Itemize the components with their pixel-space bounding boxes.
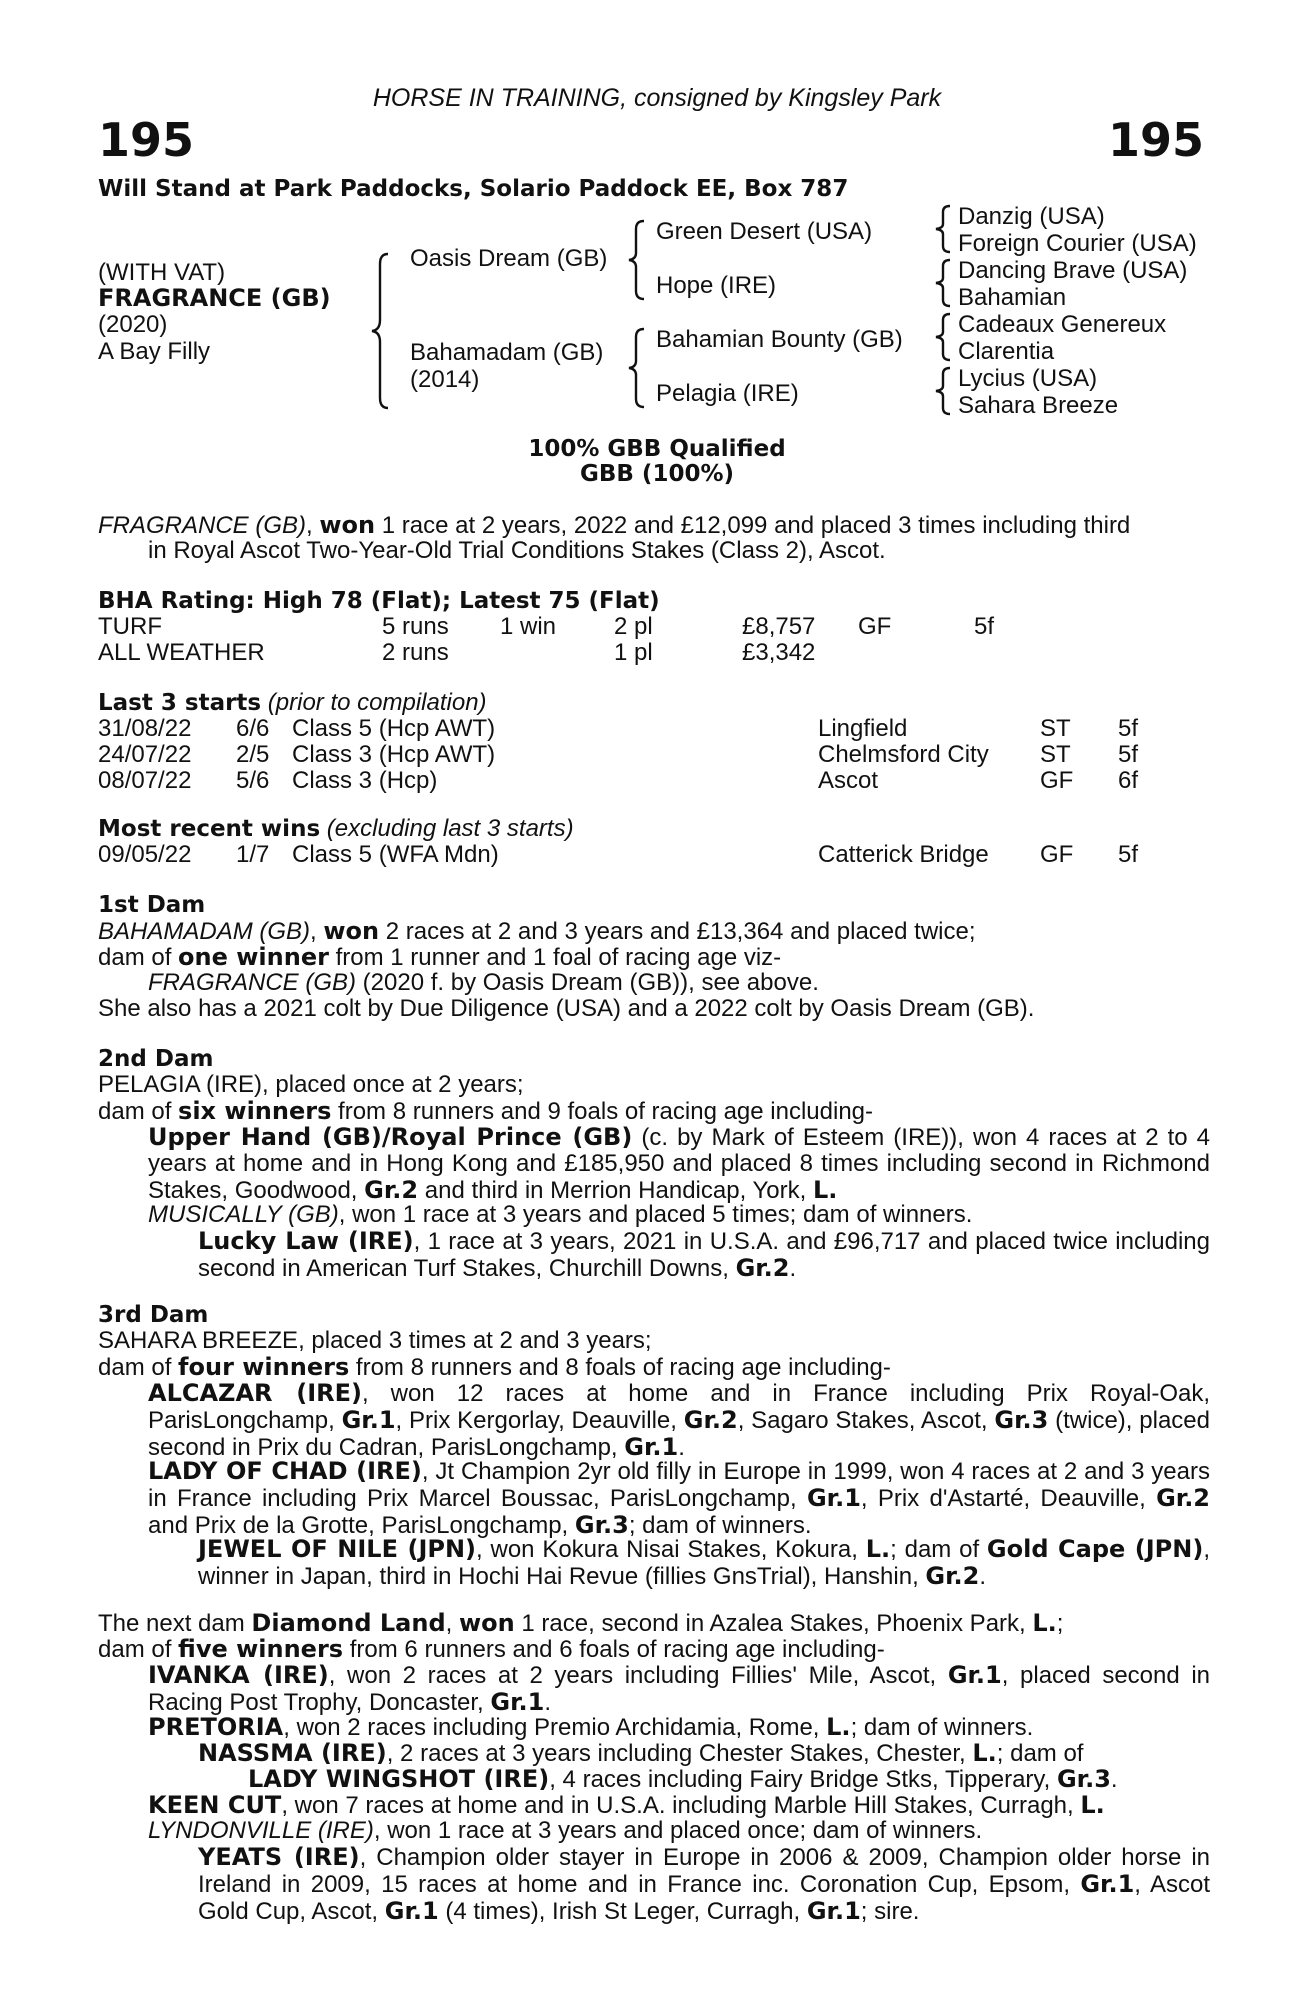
- gbb-qualified: 100% GBB Qualified: [528, 436, 786, 462]
- rating-runs: 5 runs: [382, 613, 449, 640]
- first-dam-line-4: She also has a 2021 colt by Due Diligence (USA) and a 2022 colt by Oasis Dream (GB).: [98, 995, 1035, 1022]
- start-race: Class 3 (Hcp): [292, 767, 438, 794]
- start-going: ST: [1040, 715, 1071, 742]
- grade-label: Gr.2: [735, 1254, 790, 1282]
- win-position: 1/7: [236, 841, 270, 868]
- last-starts-heading: [98, 690, 487, 716]
- pedigree-gg2: Foreign Courier (USA): [958, 230, 1197, 257]
- text-segment: and Prix de la Grotte, ParisLongchamp,: [148, 1512, 575, 1539]
- progeny-name: MUSICALLY (GB): [148, 1201, 339, 1228]
- first-dam-line-1: [98, 918, 976, 945]
- summary-line-1: [98, 512, 1130, 539]
- rating-going: GF: [858, 613, 892, 640]
- second-dam-line-1: PELAGIA (IRE), placed once at 2 years;: [98, 1071, 524, 1098]
- grade-label: Gr.1: [490, 1688, 545, 1716]
- pedigree-sire: Oasis Dream (GB): [410, 245, 608, 272]
- start-race: Class 3 (Hcp AWT): [292, 741, 496, 768]
- start-position: 6/6: [236, 715, 270, 742]
- grade-label: L.: [972, 1739, 997, 1767]
- text-segment: from 8 runners and 9 foals of racing age including-: [331, 1098, 874, 1125]
- grade-label: Gr.1: [624, 1433, 679, 1461]
- progeny-lyndonville: [148, 1818, 982, 1844]
- pedigree-sire-sire: Green Desert (USA): [656, 218, 873, 245]
- progeny-name: LADY OF CHAD (IRE): [148, 1457, 422, 1485]
- text-segment: (4 times), Irish St Leger, Curragh,: [438, 1898, 807, 1925]
- text-segment: , won 7 races at home and in U.S.A. including Marble Hill Stakes, Curragh,: [281, 1792, 1081, 1819]
- pedigree-gg7: Lycius (USA): [958, 365, 1098, 392]
- rating-earnings: £3,342: [742, 639, 816, 666]
- text-segment: .: [789, 1255, 797, 1282]
- progeny-name: LADY WINGSHOT (IRE): [248, 1765, 550, 1793]
- progeny-name: FRAGRANCE (GB): [148, 969, 357, 996]
- text-segment: , Ascot Gold Cup, Ascot,: [198, 1871, 1210, 1925]
- next-dam-line-1: [98, 1610, 1063, 1637]
- grade-label: L.: [826, 1713, 851, 1741]
- progeny-pretoria: [148, 1714, 1033, 1741]
- gbb-percentage: GBB (100%): [579, 461, 735, 487]
- text-segment: , won 1 race at 3 years and placed once; dam of winners.: [373, 1817, 983, 1844]
- text-segment: .: [1110, 1766, 1118, 1793]
- text-segment: (twice), placed second in Prix du Cadran, ParisLongchamp,: [148, 1407, 1210, 1461]
- grade-label: Gr.1: [806, 1897, 861, 1925]
- text-segment: , placed second in Racing Post Trophy, Doncaster,: [148, 1662, 1211, 1716]
- start-course: Lingfield: [818, 715, 908, 742]
- progeny-alcazar: [148, 1380, 1210, 1461]
- progeny-name: JEWEL OF NILE (JPN): [198, 1535, 477, 1563]
- grade-label: Gr.1: [341, 1406, 396, 1434]
- progeny-nassma: [198, 1740, 1210, 1767]
- text-segment: .: [979, 1563, 987, 1590]
- summary-won: won: [319, 511, 376, 539]
- third-dam-title: 3rd Dam: [98, 1302, 209, 1328]
- text-segment: .: [678, 1434, 685, 1461]
- first-dam-title: 1st Dam: [98, 892, 206, 918]
- winners-count: six winners: [178, 1097, 332, 1125]
- start-date: 08/07/22: [98, 767, 192, 794]
- start-course: Chelmsford City: [818, 741, 989, 768]
- second-dam-title: 2nd Dam: [98, 1046, 214, 1072]
- text-segment: , won 1 race at 3 years and placed 5 times; dam of winners.: [338, 1201, 973, 1228]
- text-segment: ,: [310, 918, 324, 945]
- grade-label: L.: [1032, 1609, 1057, 1637]
- start-row: [0, 742, 1314, 768]
- text-segment: ; sire.: [860, 1898, 920, 1925]
- grade-label: Gr.2: [925, 1562, 980, 1590]
- text-segment: ,: [445, 1610, 459, 1637]
- text-segment: ; dam of winners.: [628, 1512, 812, 1539]
- text-segment: ;: [1056, 1610, 1064, 1637]
- horse-name: FRAGRANCE (GB): [98, 284, 331, 312]
- text-segment: , 4 races including Fairy Bridge Stks, Tipperary,: [549, 1766, 1057, 1793]
- text-segment: from 1 runner and 1 foal of racing age viz-: [328, 944, 782, 971]
- text-segment: from 8 runners and 8 foals of racing age including-: [349, 1354, 891, 1381]
- start-position: 5/6: [236, 767, 270, 794]
- text-segment: ; dam of: [996, 1740, 1084, 1767]
- first-dam-line-2: [98, 944, 781, 971]
- progeny-name: Lucky Law (IRE): [198, 1227, 414, 1255]
- grade-label: Gr.3: [1056, 1765, 1111, 1793]
- pedigree-gg4: Bahamian: [958, 284, 1067, 311]
- text-segment: ; dam of winners.: [850, 1714, 1034, 1741]
- text-segment: , Champion older stayer in Europe in 2006 & 2009, Champion older horse in Ireland in 2009, 15 races at home and in France inc. Coronation Cup, Epsom,: [198, 1844, 1210, 1898]
- pedigree-brace-g4: [932, 366, 954, 416]
- consignment-header: HORSE IN TRAINING, consigned by Kingsley Park: [372, 84, 942, 112]
- pedigree-brace-main: [370, 250, 400, 412]
- progeny-name: YEATS (IRE): [198, 1843, 360, 1871]
- text-segment: dam of: [98, 1636, 179, 1663]
- text-segment: from 6 runners and 6 foals of racing age including-: [343, 1636, 885, 1663]
- pedigree-gg3: Dancing Brave (USA): [958, 257, 1188, 284]
- grade-label: L.: [1080, 1791, 1105, 1819]
- text-segment: , 1 race at 3 years, 2021 in U.S.A. and £96,717 and placed twice including second in American Turf Stakes, Churchill Downs,: [198, 1228, 1210, 1282]
- progeny-name: ALCAZAR (IRE): [148, 1379, 362, 1407]
- lot-number-right: 195: [1107, 113, 1204, 167]
- win-course: Catterick Bridge: [818, 841, 989, 868]
- start-course: Ascot: [818, 767, 879, 794]
- horse-description: A Bay Filly: [98, 338, 211, 365]
- rating-earnings: £8,757: [742, 613, 816, 640]
- progeny-lady-wingshot: [248, 1766, 1118, 1793]
- start-distance: 5f: [1118, 715, 1139, 742]
- progeny-keen-cut: [148, 1792, 1105, 1819]
- third-dam-line-1: SAHARA BREEZE, placed 3 times at 2 and 3 years;: [98, 1327, 652, 1354]
- start-position: 2/5: [236, 741, 270, 768]
- progeny-name: PRETORIA: [148, 1713, 284, 1741]
- lot-number-left: 195: [98, 113, 195, 167]
- pedigree-brace-sire: [626, 218, 648, 302]
- pedigree-dam-sire: Bahamian Bounty (GB): [656, 326, 903, 353]
- text-segment: , won 2 races at 2 years including Fillies' Mile, Ascot,: [328, 1662, 948, 1689]
- text-segment: dam of: [98, 1354, 179, 1381]
- stand-location: Will Stand at Park Paddocks, Solario Paddock EE, Box 787: [98, 176, 849, 202]
- rating-surface: TURF: [98, 613, 162, 640]
- pedigree-gg6: Clarentia: [958, 338, 1055, 365]
- grade-label: Gr.2: [683, 1406, 738, 1434]
- text-segment: and third in Merrion Handicap, York,: [418, 1177, 813, 1204]
- vat-status: (WITH VAT): [98, 259, 226, 286]
- start-going: GF: [1040, 767, 1074, 794]
- second-dam-line-2: [98, 1098, 873, 1125]
- progeny-jewel-of-nile: [198, 1536, 1210, 1590]
- text-segment: , won Kokura Nisai Stakes, Kokura,: [476, 1536, 866, 1563]
- last-starts-note: (prior to compilation): [261, 689, 487, 716]
- progeny-name: KEEN CUT: [148, 1791, 282, 1819]
- pedigree-brace-g1: [932, 204, 954, 254]
- grade-label: Gr.1: [806, 1484, 861, 1512]
- text-segment: 1 race, second in Azalea Stakes, Phoenix Park,: [514, 1610, 1033, 1637]
- text-segment: , Prix Kergorlay, Deauville,: [395, 1407, 684, 1434]
- win-row: [0, 842, 1314, 868]
- pedigree-brace-dam: [626, 326, 648, 410]
- recent-wins-title: Most recent wins: [98, 816, 321, 842]
- progeny-name: LYNDONVILLE (IRE): [148, 1817, 374, 1844]
- pedigree-dam-dam: Pelagia (IRE): [656, 380, 799, 407]
- text-segment: ; dam of: [890, 1536, 987, 1563]
- text-segment: 2 races at 2 and 3 years and £13,364 and placed twice;: [379, 918, 976, 945]
- recent-wins-note: (excluding last 3 starts): [320, 815, 574, 842]
- progeny-name: NASSMA (IRE): [198, 1739, 387, 1767]
- grade-label: Gr.2: [1156, 1484, 1211, 1512]
- summary-separator: ,: [306, 512, 320, 539]
- start-row: [0, 768, 1314, 794]
- third-dam-line-2: [98, 1354, 891, 1381]
- progeny-name: Gold Cape (JPN): [986, 1535, 1204, 1563]
- grade-label: Gr.2: [364, 1176, 419, 1204]
- text-segment: .: [544, 1689, 551, 1716]
- start-row: [0, 716, 1314, 742]
- win-distance: 5f: [1118, 841, 1139, 868]
- grade-label: Gr.1: [384, 1897, 439, 1925]
- text-segment: , 2 races at 3 years including Chester Stakes, Chester,: [386, 1740, 973, 1767]
- winners-count: four winners: [178, 1353, 350, 1381]
- progeny-lucky-law: [198, 1228, 1210, 1282]
- pedigree-gg5: Cadeaux Genereux: [958, 311, 1167, 338]
- grade-label: Gr.3: [994, 1406, 1049, 1434]
- start-going: ST: [1040, 741, 1071, 768]
- rating-distance: 5f: [974, 613, 995, 640]
- grade-label: Gr.1: [947, 1661, 1002, 1689]
- start-distance: 5f: [1118, 741, 1139, 768]
- progeny-musically: [148, 1202, 972, 1228]
- text-segment: The next dam: [98, 1610, 252, 1637]
- next-dam-name: Diamond Land: [251, 1609, 446, 1637]
- grade-label: Gr.1: [1080, 1870, 1135, 1898]
- text-segment: dam of: [98, 944, 179, 971]
- won-label: won: [323, 917, 380, 945]
- text-segment: , winner in Japan, third in Hochi Hai Revue (fillies GnsTrial), Hanshin,: [198, 1536, 1210, 1590]
- pedigree-gg1: Danzig (USA): [958, 203, 1105, 230]
- text-segment: , won 12 races at home and in France including Prix Royal-Oak, ParisLongchamp,: [148, 1380, 1211, 1434]
- start-distance: 6f: [1118, 767, 1139, 794]
- recent-wins-heading: [98, 816, 574, 842]
- text-segment: , won 2 races including Premio Archidamia, Rome,: [283, 1714, 827, 1741]
- won-label: won: [458, 1609, 515, 1637]
- first-dam-line-3: [148, 970, 819, 996]
- rating-wins: 1 win: [500, 613, 557, 640]
- pedigree-brace-g2: [932, 258, 954, 308]
- pedigree-dam: Bahamadam (GB): [410, 339, 604, 366]
- winners-count: one winner: [178, 943, 329, 971]
- last-starts-title: Last 3 starts: [98, 690, 262, 716]
- start-date: 24/07/22: [98, 741, 192, 768]
- winners-count: five winners: [178, 1635, 344, 1663]
- text-segment: dam of: [98, 1098, 179, 1125]
- win-date: 09/05/22: [98, 841, 192, 868]
- rating-row-turf: [0, 614, 1314, 640]
- text-segment: , Jt Champion 2yr old filly in Europe in 1999, won 4 races at 2 and 3 years in France including Prix Marcel Boussac, ParisLongchamp,: [148, 1458, 1210, 1512]
- rating-places: 2 pl: [614, 613, 653, 640]
- progeny-name: IVANKA (IRE): [148, 1661, 329, 1689]
- start-date: 31/08/22: [98, 715, 192, 742]
- progeny-ivanka: [148, 1662, 1210, 1716]
- text-segment: (c. by Mark of Esteem (IRE)), won 4 races at 2 to 4 years at home and in Hong Kong and £185,950 and placed 8 times including second in Richmond Stakes, Goodwood,: [148, 1124, 1210, 1204]
- rating-surface: ALL WEATHER: [98, 639, 265, 666]
- win-going: GF: [1040, 841, 1074, 868]
- rating-places: 1 pl: [614, 639, 653, 666]
- rating-row-all-weather: [0, 640, 1314, 666]
- pedigree-gg8: Sahara Breeze: [958, 392, 1119, 419]
- progeny-lady-of-chad: [148, 1458, 1210, 1539]
- pedigree-sire-dam: Hope (IRE): [656, 272, 777, 299]
- text-segment: , Sagaro Stakes, Ascot,: [737, 1407, 995, 1434]
- text-segment: , Prix d'Astarté, Deauville,: [860, 1485, 1157, 1512]
- summary-text-1: 1 race at 2 years, 2022 and £12,099 and placed 3 times including third: [375, 512, 1131, 539]
- start-race: Class 5 (Hcp AWT): [292, 715, 496, 742]
- win-race: Class 5 (WFA Mdn): [292, 841, 499, 868]
- progeny-name: Upper Hand (GB)/Royal Prince (GB): [148, 1123, 633, 1151]
- grade-label: L.: [812, 1176, 838, 1204]
- text-segment: (2020 f. by Oasis Dream (GB)), see above.: [356, 969, 819, 996]
- horse-year: (2020): [98, 311, 168, 338]
- progeny-yeats: [198, 1844, 1210, 1925]
- first-dam-name: BAHAMADAM (GB): [98, 918, 311, 945]
- summary-horse-name: FRAGRANCE (GB): [98, 512, 307, 539]
- grade-label: Gr.3: [574, 1511, 629, 1539]
- bha-rating-title: BHA Rating: High 78 (Flat); Latest 75 (Flat): [98, 588, 660, 614]
- summary-line-2: in Royal Ascot Two-Year-Old Trial Conditions Stakes (Class 2), Ascot.: [148, 537, 886, 564]
- pedigree-dam-year: (2014): [410, 366, 480, 393]
- next-dam-line-2: [98, 1636, 885, 1663]
- rating-runs: 2 runs: [382, 639, 449, 666]
- progeny-upper-hand: [148, 1124, 1210, 1204]
- grade-label: L.: [865, 1535, 891, 1563]
- pedigree-brace-g3: [932, 312, 954, 362]
